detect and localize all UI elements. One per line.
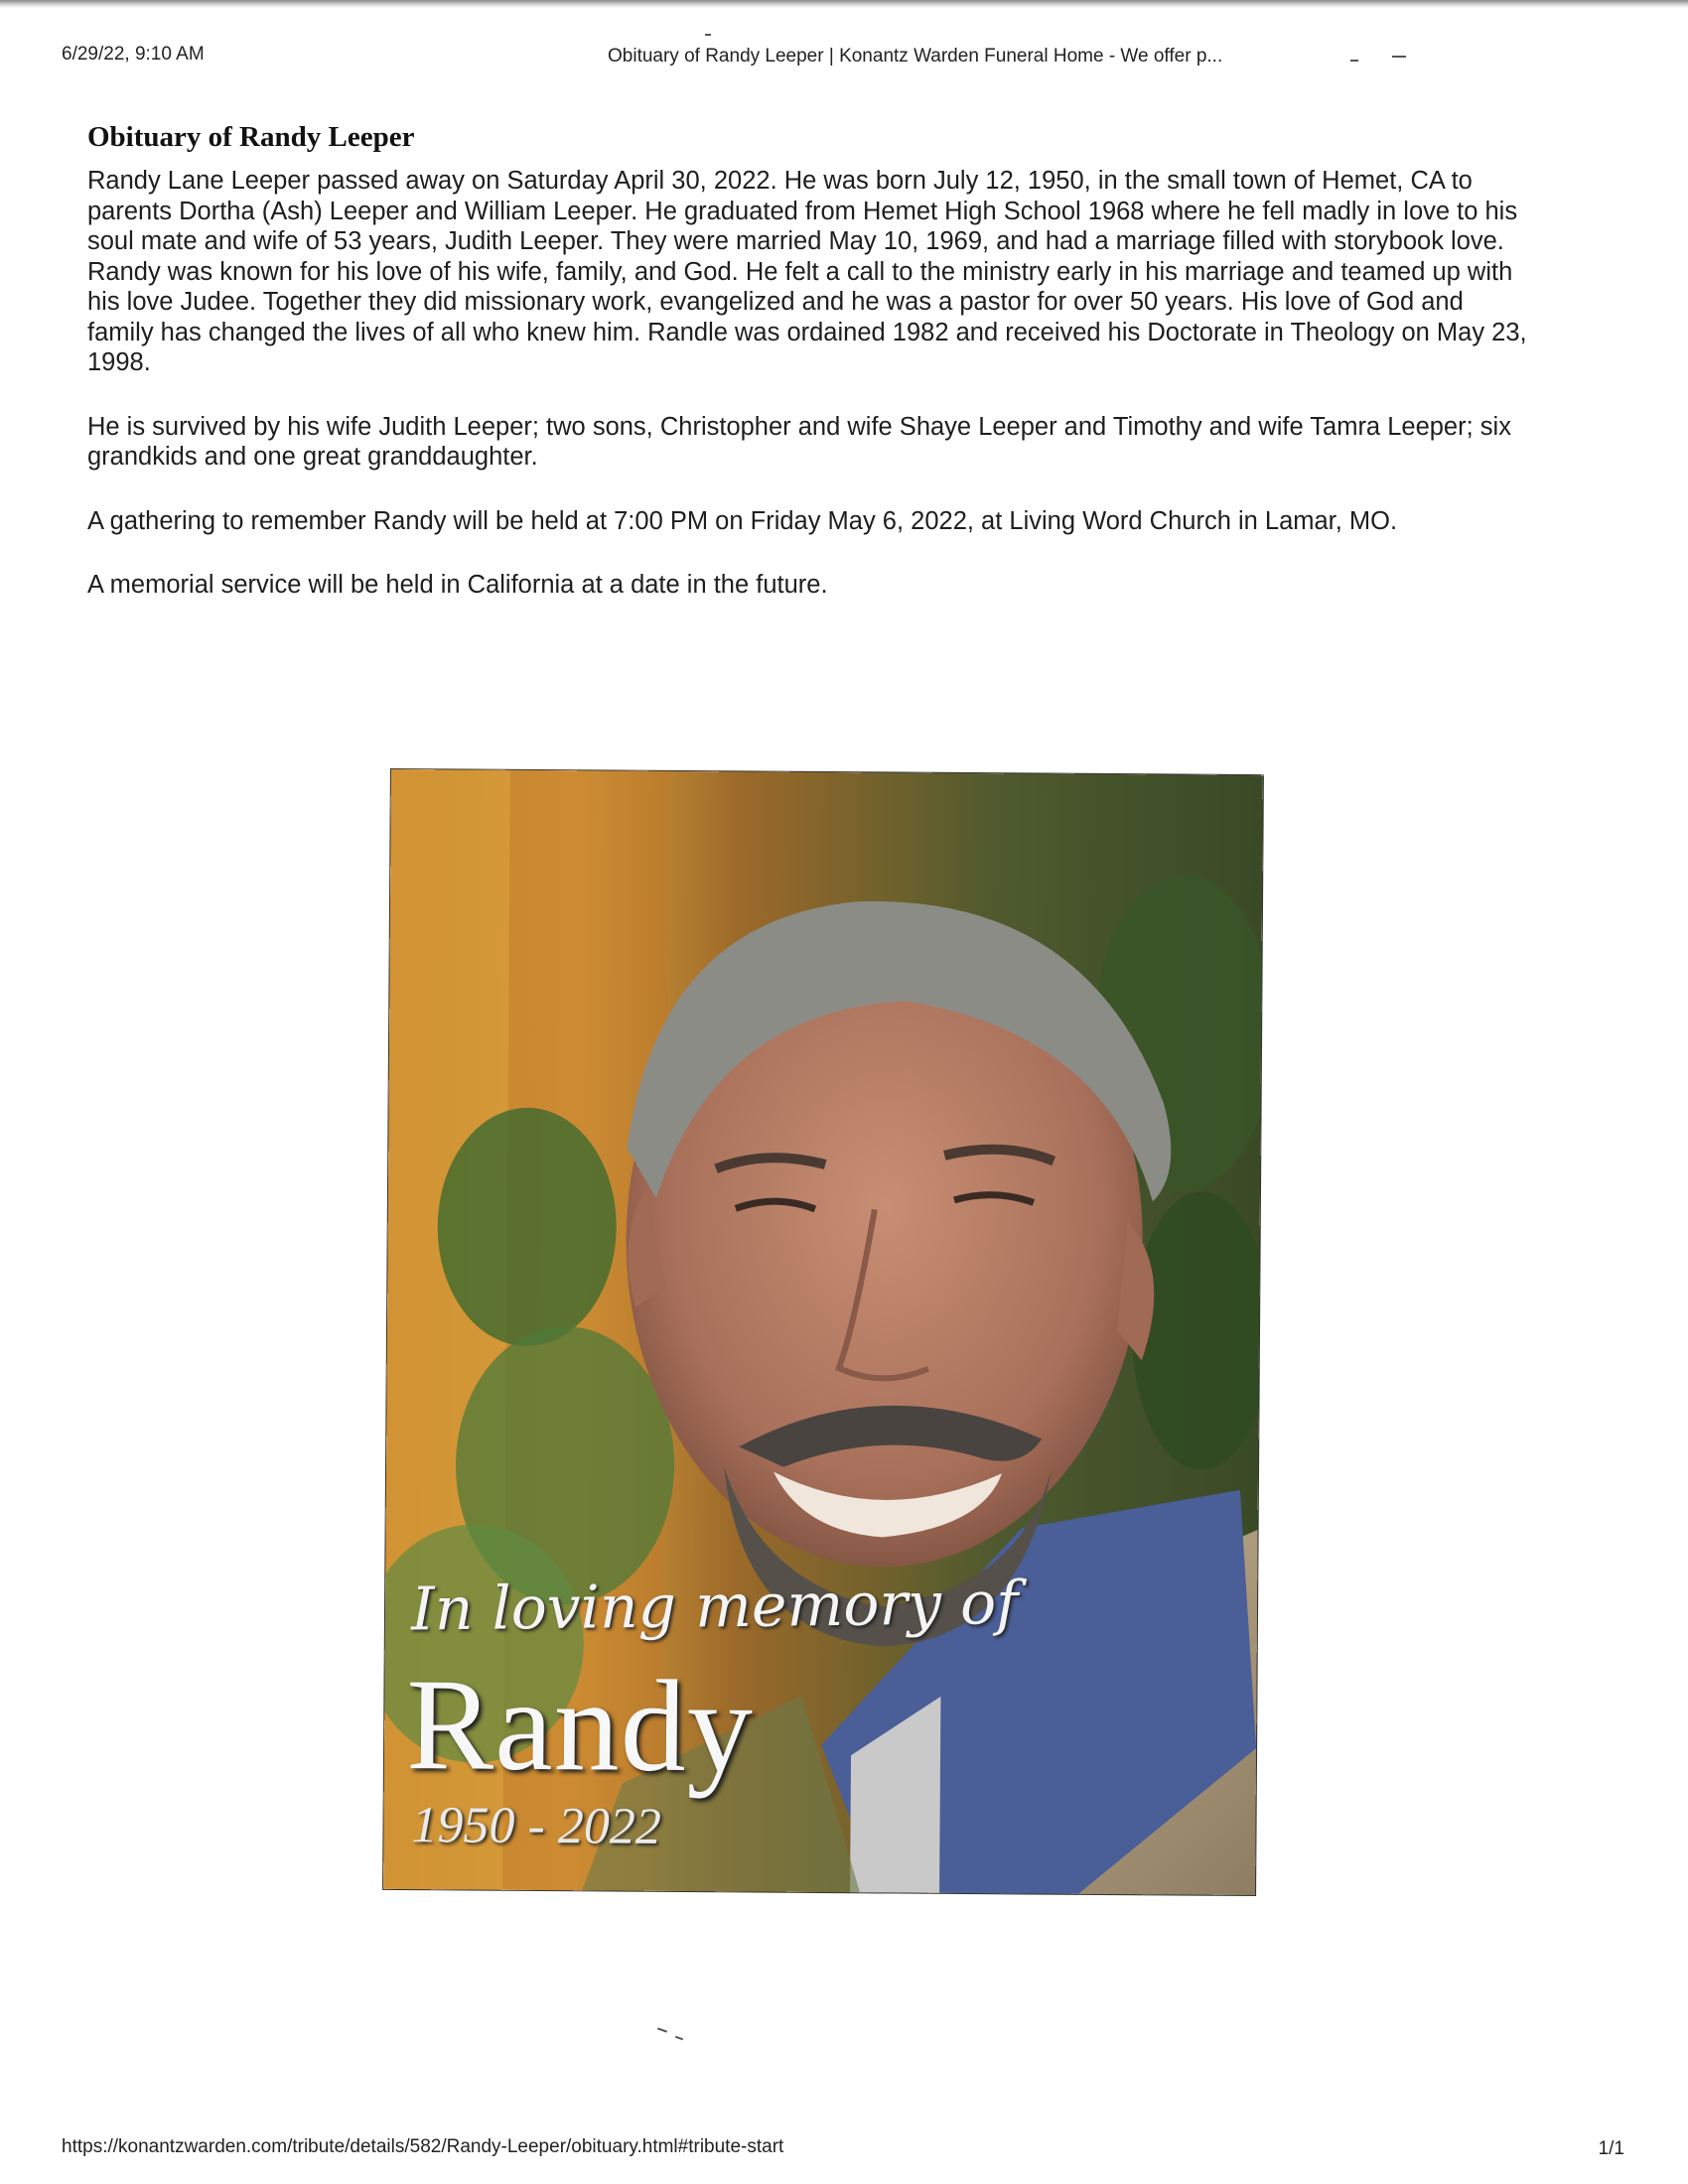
print-page-title: Obituary of Randy Leeper | Konantz Warden Funeral Home - We offer p... (608, 46, 1223, 67)
scan-speck (1350, 60, 1358, 62)
memorial-caption-line: In loving memory of (410, 1569, 1019, 1645)
scan-speck (675, 2036, 683, 2041)
obituary-heading: Obituary of Randy Leeper (87, 121, 415, 153)
memorial-photo (383, 769, 1263, 1895)
print-page-number: 1/1 (1598, 2138, 1624, 2159)
scan-speck (657, 2027, 667, 2032)
scan-top-edge (0, 0, 1688, 8)
scan-speck (705, 34, 711, 36)
memorial-years: 1950 - 2022 (411, 1797, 662, 1855)
obituary-article (87, 121, 1527, 634)
scan-speck (1392, 56, 1406, 58)
print-header (62, 44, 1628, 73)
print-datetime: 6/29/22, 9:10 AM (62, 44, 205, 65)
print-footer-url: https://konantzwarden.com/tribute/details/582/Randy-Leeper/obituary.html#tribute-start (62, 2136, 784, 2157)
memorial-name: Randy (405, 1651, 755, 1800)
obituary-paragraph: A memorial service will be held in California at a date in the future. (87, 571, 828, 599)
obituary-paragraph: A gathering to remember Randy will be held at 7:00 PM on Friday May 6, 2022, at Living Word Church in Lamar, MO. (87, 506, 1398, 535)
obituary-paragraph: He is survived by his wife Judith Leeper; two sons, Christopher and wife Shaye Leeper and Timothy and wife Tamra Leeper; six grandkids and one great granddaughter. (87, 412, 1511, 471)
obituary-paragraph: Randy Lane Leeper passed away on Saturday April 30, 2022. He was born July 12, 1950, in the small town of Hemet, CA to parents Dortha (Ash) Leeper and William Leeper. He graduated from Hemet High School 1968 where he fell madly in love to his soul mate and wife of 53 years, Judith Leeper. They were married May 10, 1969, and had a marriage filled with storybook love. Randy was known for his love of his wife, family, and God. He felt a call to the ministry early in his marriage and teamed up with his love Judee. Together they did missionary work, evangelized and he was a pastor for over 50 years. His love of God and family has changed the lives of all who knew him. Randle was ordained 1982 and received his Doctorate in Theology on May 23, 1998. (87, 167, 1527, 376)
